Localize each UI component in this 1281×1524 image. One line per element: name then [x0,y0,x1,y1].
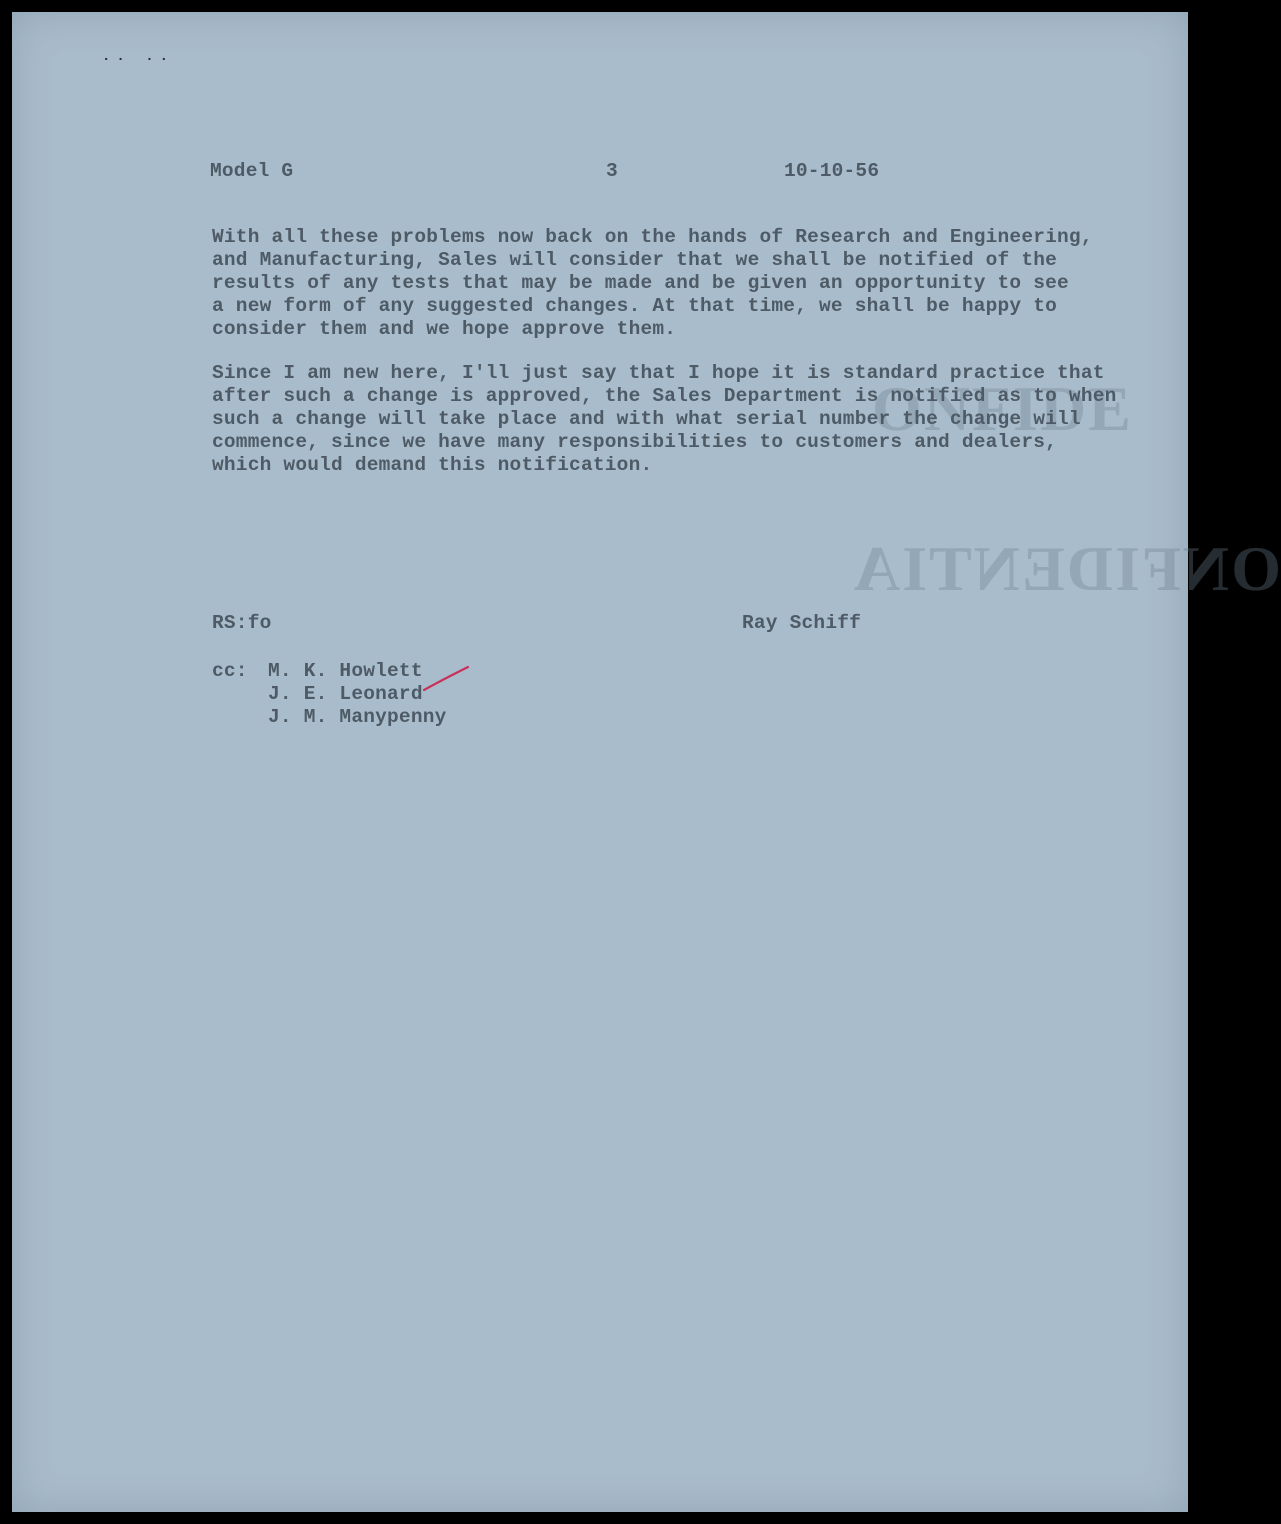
header-model: Model G [210,160,294,182]
typist-initials: RS:fo [212,612,272,634]
paragraph-line: With all these problems now back on the hands of Research and Engineering, [212,226,1093,248]
bleed-through-mark: ONFIDENTIA [852,533,1281,604]
check-mark-icon [422,664,472,694]
header-date: 10-10-56 [784,160,880,182]
paragraph-line: commence, since we have many responsibilities to customers and dealers, [212,431,1058,453]
cc-name: M. K. Howlett [268,660,423,682]
signature-name: Ray Schiff [742,612,862,634]
corner-punch-marks: ·· ·· [102,52,175,68]
paragraph-line: such a change will take place and with what serial number the change will [212,408,1081,430]
paragraph-line: after such a change is approved, the Sales Department is notified as to when [212,385,1117,407]
cc-name: J. M. Manypenny [268,706,447,728]
cc-list [268,660,447,729]
cc-label: cc: [212,660,248,682]
paragraph-line: Since I am new here, I'll just say that I hope it is standard practice that [212,362,1105,384]
paragraph-line: consider them and we hope approve them. [212,318,677,340]
paragraph-line: and Manufacturing, Sales will consider that we shall be notified of the [212,249,1058,271]
document-page [12,12,1281,1512]
paragraph-line: which would demand this notification. [212,454,653,476]
paragraph-line: results of any tests that may be made and be given an opportunity to see [212,272,1069,294]
cc-name: J. E. Leonard [268,683,423,705]
bleed-through-mark: ONFIDE [872,373,1133,444]
paragraph-2 [212,362,1117,477]
header-page-number: 3 [606,160,618,182]
paragraph-1 [212,226,1093,341]
paragraph-line: a new form of any suggested changes. At that time, we shall be happy to [212,295,1058,317]
